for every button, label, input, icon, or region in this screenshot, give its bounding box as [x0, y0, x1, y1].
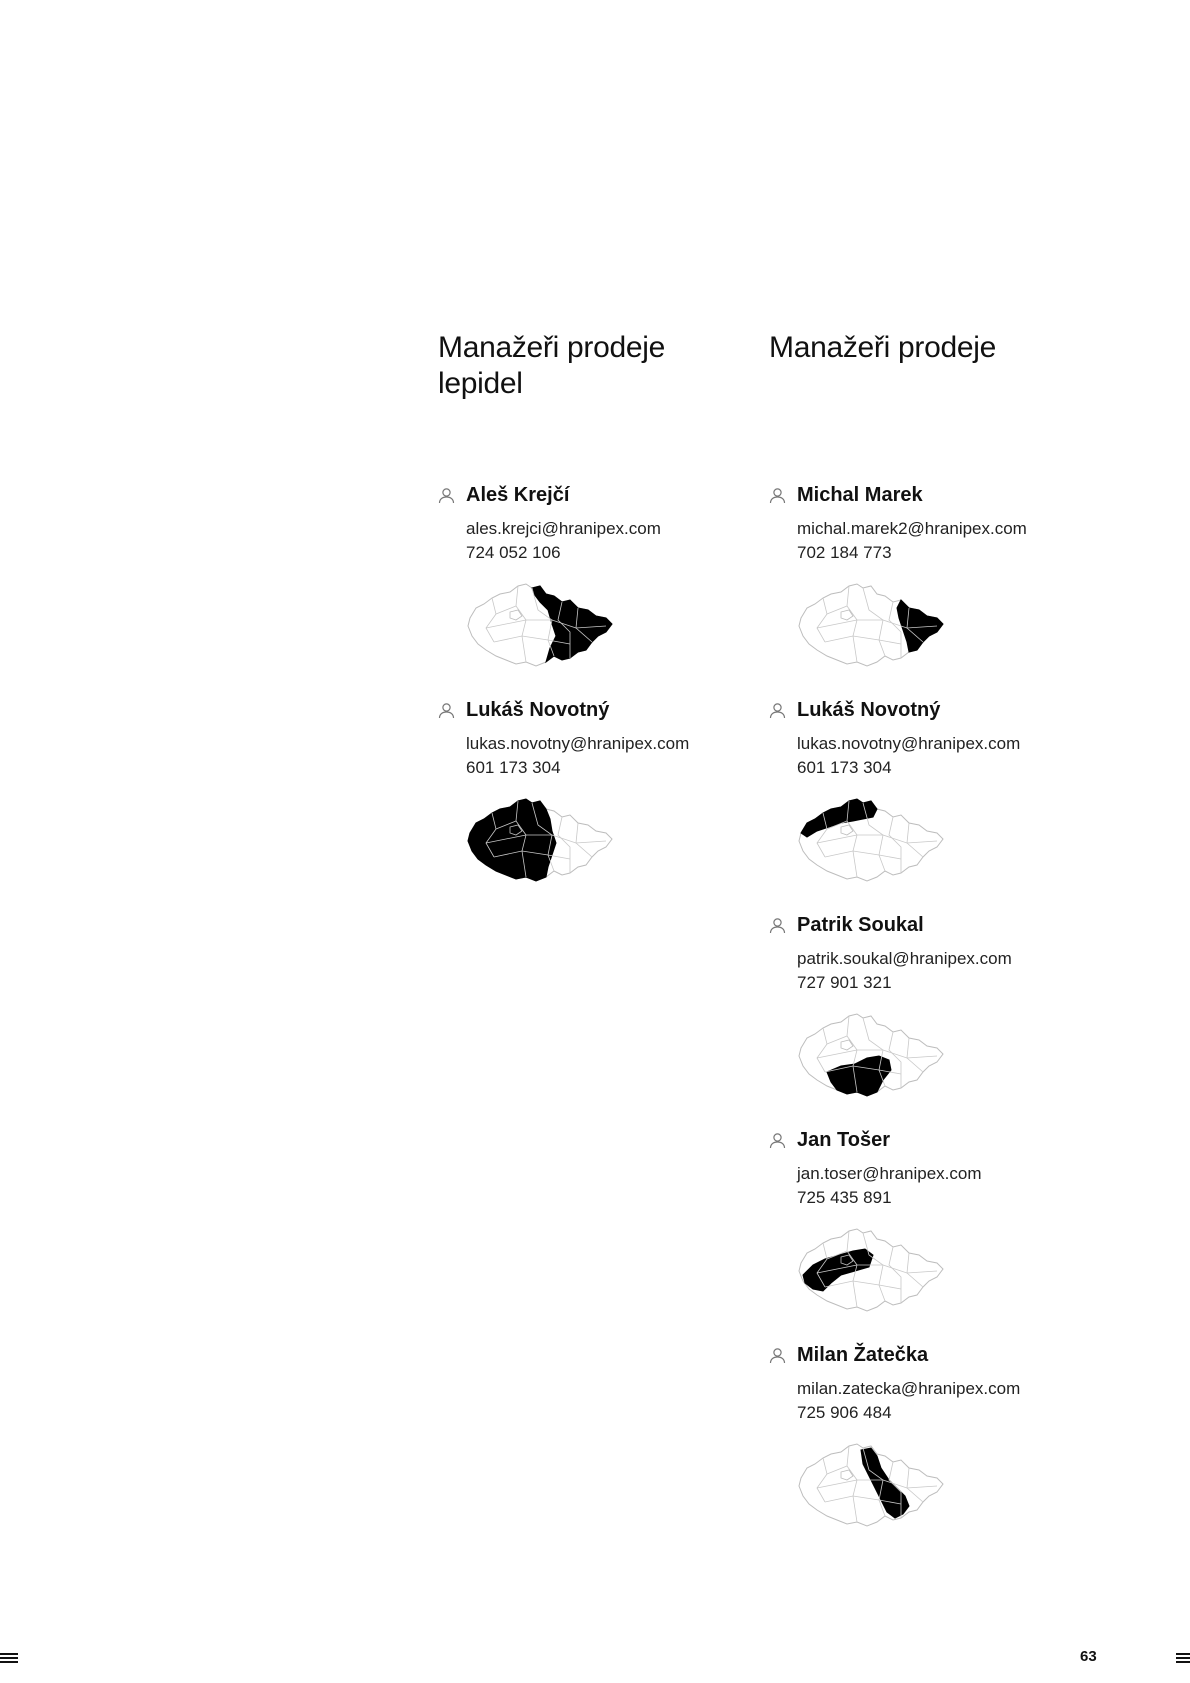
contact-card: [769, 482, 1089, 687]
contact-email[interactable]: lukas.novotny@hranipex.com: [797, 734, 1021, 753]
contact-email[interactable]: lukas.novotny@hranipex.com: [466, 734, 690, 753]
page-number: 63: [1080, 1648, 1097, 1665]
contact-phone[interactable]: 725 435 891: [797, 1188, 892, 1207]
region-map: [466, 795, 616, 885]
contact-name: Aleš Krejčí: [466, 484, 570, 506]
contact-card: [769, 697, 1089, 902]
contact-card: [769, 1342, 1089, 1547]
user-icon: [438, 702, 455, 719]
region-map: [797, 1225, 947, 1315]
contact-name: Lukáš Novotný: [466, 699, 610, 721]
user-icon: [438, 487, 455, 504]
contact-card: [438, 482, 758, 687]
region-map: [797, 1440, 947, 1530]
contact-phone[interactable]: 725 906 484: [797, 1403, 892, 1422]
edge-marker-icon: [1176, 1652, 1190, 1664]
user-icon: [769, 917, 786, 934]
column-title-line1: Manažeři prodeje: [769, 331, 996, 364]
contact-email[interactable]: michal.marek2@hranipex.com: [797, 519, 1027, 538]
contact-phone[interactable]: 702 184 773: [797, 543, 892, 562]
column-title-line1: Manažeři prodeje: [438, 331, 665, 364]
contact-phone[interactable]: 724 052 106: [466, 543, 561, 562]
column-title: [769, 330, 996, 366]
contact-name: Michal Marek: [797, 484, 923, 506]
column-title: [438, 330, 665, 402]
region-map: [797, 580, 947, 670]
contact-card: [438, 697, 758, 902]
contact-email[interactable]: milan.zatecka@hranipex.com: [797, 1379, 1021, 1398]
region-map: [797, 795, 947, 885]
contact-name: Jan Tošer: [797, 1129, 890, 1151]
contact-phone[interactable]: 601 173 304: [466, 758, 561, 777]
contact-card: [769, 1127, 1089, 1332]
contact-email[interactable]: jan.toser@hranipex.com: [797, 1164, 982, 1183]
region-map: [466, 580, 616, 670]
contact-name: Milan Žatečka: [797, 1344, 929, 1366]
contact-name: Lukáš Novotný: [797, 699, 941, 721]
contact-card: [769, 912, 1089, 1117]
contact-email[interactable]: patrik.soukal@hranipex.com: [797, 949, 1012, 968]
user-icon: [769, 1132, 786, 1149]
contact-phone[interactable]: 727 901 321: [797, 973, 892, 992]
user-icon: [769, 487, 786, 504]
edge-marker-icon: [0, 1652, 18, 1664]
user-icon: [769, 1347, 786, 1364]
user-icon: [769, 702, 786, 719]
column-title-line2: lepidel: [438, 367, 523, 400]
contact-name: Patrik Soukal: [797, 914, 924, 936]
contact-phone[interactable]: 601 173 304: [797, 758, 892, 777]
region-map: [797, 1010, 947, 1100]
contact-email[interactable]: ales.krejci@hranipex.com: [466, 519, 661, 538]
